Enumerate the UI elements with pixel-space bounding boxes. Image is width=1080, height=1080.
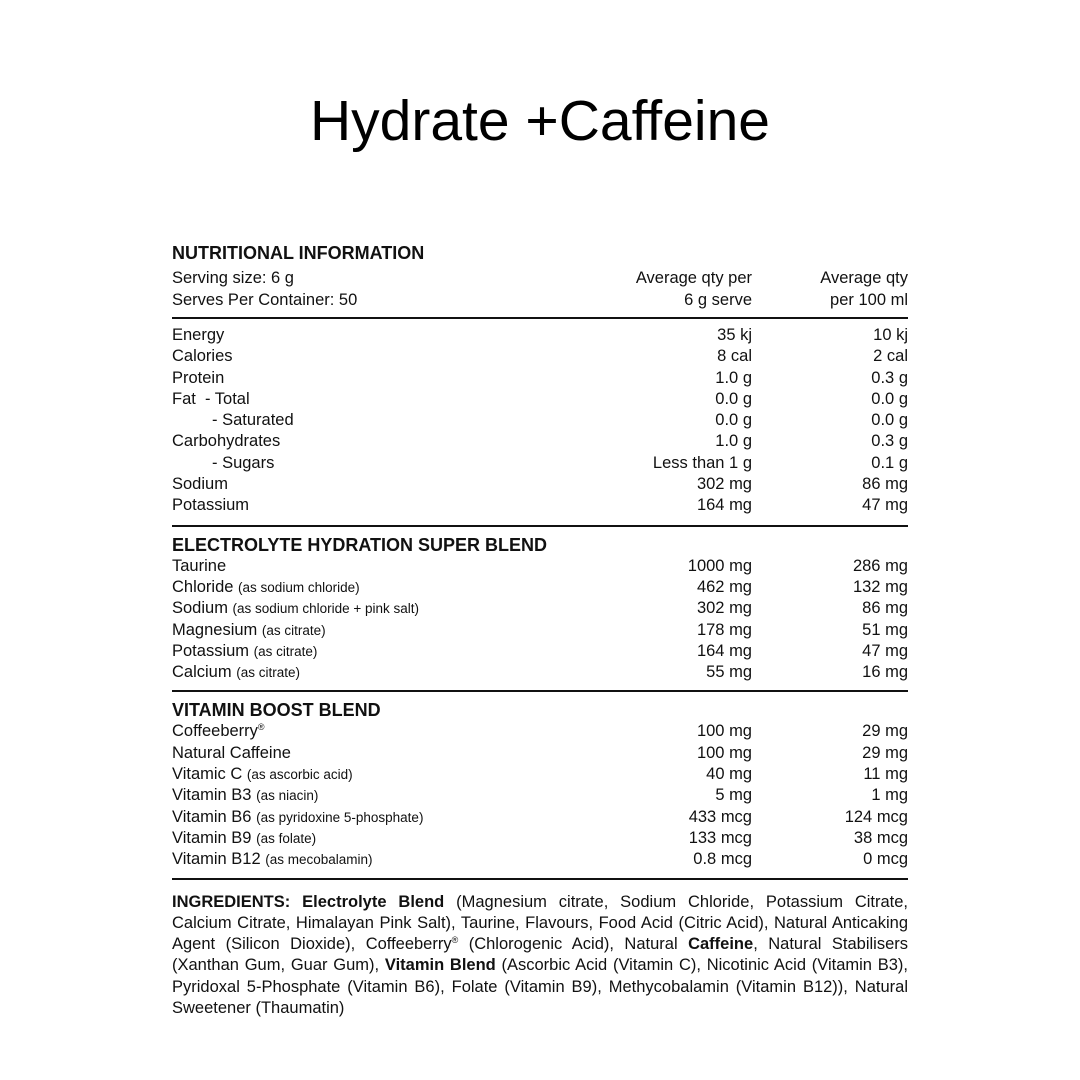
electrolyte-section bbox=[172, 527, 908, 691]
nutrient-row bbox=[172, 368, 908, 389]
nutrient-per-100: 0.1 g bbox=[871, 453, 908, 472]
per-100-value: 286 mg bbox=[852, 556, 908, 575]
per-serve-value: 1000 mg bbox=[687, 556, 752, 575]
per-serve-value: 302 mg bbox=[696, 599, 752, 618]
col-per-100-header-line1: Average qty bbox=[820, 269, 908, 287]
ingredients-text-1: (Magnesium citrate, Sodium Chloride, Potassium Citrate, Calcium Citrate, Himalayan Pink Salt), Taurine, Flavours, Food Acid (Citric Acid), Natural Anticaking Agent (Silicon Dioxide), Coffeeberry bbox=[172, 892, 909, 954]
ingredient-name: Vitamin B12 bbox=[172, 850, 261, 869]
per-serve-value: 40 mg bbox=[706, 765, 752, 784]
nutrient-per-100: 0.3 g bbox=[871, 368, 908, 387]
nutrient-row bbox=[172, 453, 908, 474]
nutrient-per-100: 86 mg bbox=[862, 475, 908, 494]
serving-row-1 bbox=[172, 268, 908, 290]
per-serve-value: 133 mcg bbox=[688, 828, 752, 847]
ingredients-text-2: (Chlorogenic Acid), Natural bbox=[458, 935, 689, 954]
per-serve-value: 164 mg bbox=[696, 641, 752, 660]
nutrient-name: Protein bbox=[172, 368, 225, 387]
vitamin-row bbox=[172, 721, 908, 742]
electrolyte-blend-label: Electrolyte Blend bbox=[302, 892, 445, 911]
nutrient-per-100: 10 kj bbox=[873, 326, 908, 344]
nutrient-per-serve: 8 cal bbox=[717, 347, 752, 366]
ingredient-name: Chloride bbox=[172, 577, 234, 596]
col-per-serve-header-line1: Average qty per bbox=[635, 269, 752, 287]
vitamin-row bbox=[172, 849, 908, 870]
nutrition-heading: NUTRITIONAL INFORMATION bbox=[172, 243, 425, 263]
nutrient-per-serve: 1.0 g bbox=[715, 368, 752, 387]
ingredient-qualifier: (as niacin) bbox=[256, 788, 319, 804]
nutrient-name: Calories bbox=[172, 347, 233, 366]
nutrient-per-serve: 35 kj bbox=[717, 326, 752, 344]
ingredient-name: Vitamic C bbox=[172, 765, 243, 784]
per-100-value: 38 mcg bbox=[853, 828, 908, 847]
electrolyte-row bbox=[172, 641, 908, 662]
ingredient-name: Taurine bbox=[172, 556, 227, 575]
per-100-value: 124 mcg bbox=[844, 807, 908, 826]
electrolyte-row bbox=[172, 662, 908, 683]
nutrient-per-serve: 302 mg bbox=[696, 475, 752, 494]
serving-size: Serving size: 6 g bbox=[172, 269, 294, 287]
nutrient-per-100: 0.0 g bbox=[871, 389, 908, 408]
nutrition-rows bbox=[172, 319, 908, 525]
ingredient-name: Sodium bbox=[172, 599, 228, 618]
vitamin-blend-label: Vitamin Blend bbox=[384, 956, 496, 975]
registered-mark: ® bbox=[257, 722, 265, 733]
vitamin-row bbox=[172, 828, 908, 849]
ingredient-name: Natural Caffeine bbox=[172, 743, 291, 762]
nutrient-row bbox=[172, 325, 908, 346]
vitamin-row bbox=[172, 807, 908, 828]
col-per-serve-header-line2: 6 g serve bbox=[684, 290, 752, 309]
nutrient-row bbox=[172, 431, 908, 452]
nutrient-row bbox=[172, 474, 908, 495]
nutrient-row bbox=[172, 495, 908, 516]
ingredient-qualifier: (as citrate) bbox=[261, 622, 326, 638]
ingredients-text-3: , Natural Stabilisers (Xanthan Gum, Guar Gum), bbox=[172, 935, 908, 975]
ingredient-qualifier: (as mecobalamin) bbox=[265, 852, 373, 868]
nutrient-name: Potassium bbox=[172, 496, 250, 515]
vitamin-row bbox=[172, 743, 908, 764]
serves-per-container: Serves Per Container: 50 bbox=[172, 290, 358, 309]
nutrient-per-100: 47 mg bbox=[862, 496, 908, 515]
ingredient-qualifier: (as ascorbic acid) bbox=[246, 767, 353, 783]
nutrient-row bbox=[172, 389, 908, 410]
registered-mark: ® bbox=[451, 935, 459, 946]
nutrient-name: Energy bbox=[172, 326, 225, 344]
nutrient-per-serve: 1.0 g bbox=[715, 432, 752, 451]
electrolyte-row bbox=[172, 620, 908, 641]
electrolyte-row bbox=[172, 556, 908, 577]
ingredients-paragraph bbox=[172, 892, 908, 1020]
vitamin-heading: VITAMIN BOOST BLEND bbox=[172, 700, 381, 721]
caffeine-label: Caffeine bbox=[688, 935, 754, 954]
per-100-value: 29 mg bbox=[862, 743, 908, 762]
nutrient-name: - Saturated bbox=[212, 411, 294, 430]
ingredient-qualifier: (as citrate) bbox=[253, 643, 318, 659]
ingredient-name: Vitamin B3 bbox=[172, 786, 252, 805]
ingredient-qualifier: (as citrate) bbox=[236, 665, 300, 681]
ingredient-name: Calcium bbox=[172, 663, 232, 682]
per-serve-value: 0.8 mcg bbox=[693, 850, 752, 869]
nutrient-name: Carbohydrates bbox=[172, 432, 281, 451]
ingredient-qualifier: (as sodium chloride + pink salt) bbox=[232, 601, 420, 617]
nutrient-per-serve: 0.0 g bbox=[715, 411, 752, 430]
vitamin-section bbox=[172, 692, 908, 877]
ingredient-name: Potassium bbox=[172, 641, 250, 660]
ingredient-name: Vitamin B6 bbox=[172, 807, 252, 826]
nutrient-row bbox=[172, 346, 908, 367]
nutrient-name: Fat - Total bbox=[172, 389, 250, 408]
nutrient-per-100: 0.3 g bbox=[871, 432, 908, 451]
per-serve-value: 100 mg bbox=[696, 722, 752, 741]
per-100-value: 29 mg bbox=[862, 722, 908, 741]
serving-row-2 bbox=[172, 290, 908, 312]
nutrient-per-100: 2 cal bbox=[873, 347, 908, 366]
per-100-value: 16 mg bbox=[862, 663, 908, 682]
ingredient-qualifier: (as sodium chloride) bbox=[238, 579, 360, 595]
per-100-value: 86 mg bbox=[862, 599, 908, 618]
electrolyte-row bbox=[172, 598, 908, 619]
per-serve-value: 462 mg bbox=[696, 577, 752, 596]
per-100-value: 47 mg bbox=[862, 641, 908, 660]
ingredient-qualifier: (as pyridoxine 5-phosphate) bbox=[256, 809, 424, 825]
nutrient-name: Sodium bbox=[172, 475, 228, 494]
nutrient-per-serve: 0.0 g bbox=[715, 389, 752, 408]
ingredients-label: INGREDIENTS: bbox=[172, 892, 291, 911]
ingredient-name: Coffeeberry bbox=[172, 722, 258, 741]
col-per-100-header-line2: per 100 ml bbox=[830, 290, 908, 309]
ingredient-qualifier: (as folate) bbox=[256, 830, 317, 846]
per-serve-value: 178 mg bbox=[696, 620, 752, 639]
per-serve-value: 100 mg bbox=[696, 743, 752, 762]
nutrient-per-serve: 164 mg bbox=[696, 496, 752, 515]
nutrient-row bbox=[172, 410, 908, 431]
serving-info bbox=[172, 268, 908, 317]
divider bbox=[172, 878, 908, 880]
per-serve-value: 433 mcg bbox=[688, 807, 752, 826]
ingredient-name: Vitamin B9 bbox=[172, 828, 252, 847]
electrolyte-row bbox=[172, 577, 908, 598]
per-serve-value: 55 mg bbox=[706, 663, 752, 682]
ingredient-name: Magnesium bbox=[172, 620, 258, 639]
vitamin-row bbox=[172, 785, 908, 806]
nutrition-panel bbox=[172, 242, 908, 1019]
nutrient-name: - Sugars bbox=[212, 453, 275, 472]
nutrient-per-serve: Less than 1 g bbox=[652, 453, 752, 472]
product-title: Hydrate +Caffeine bbox=[310, 89, 770, 153]
per-100-value: 132 mg bbox=[852, 577, 908, 596]
vitamin-row bbox=[172, 764, 908, 785]
per-100-value: 1 mg bbox=[871, 786, 908, 805]
per-100-value: 11 mg bbox=[863, 765, 908, 784]
nutrient-per-100: 0.0 g bbox=[871, 411, 908, 430]
per-serve-value: 5 mg bbox=[715, 786, 752, 805]
per-100-value: 51 mg bbox=[862, 620, 908, 639]
per-100-value: 0 mcg bbox=[863, 850, 908, 869]
electrolyte-heading: ELECTROLYTE HYDRATION SUPER BLEND bbox=[172, 534, 548, 555]
ingredients-text-4: (Ascorbic Acid (Vitamin C), Nicotinic Acid (Vitamin B3), Pyridoxal 5-Phosphate (Vitamin B6), Folate (Vitamin B9), Methycobalamin (Vitamin B12)), Natural Sweetener (Thaumatin) bbox=[172, 956, 908, 1018]
